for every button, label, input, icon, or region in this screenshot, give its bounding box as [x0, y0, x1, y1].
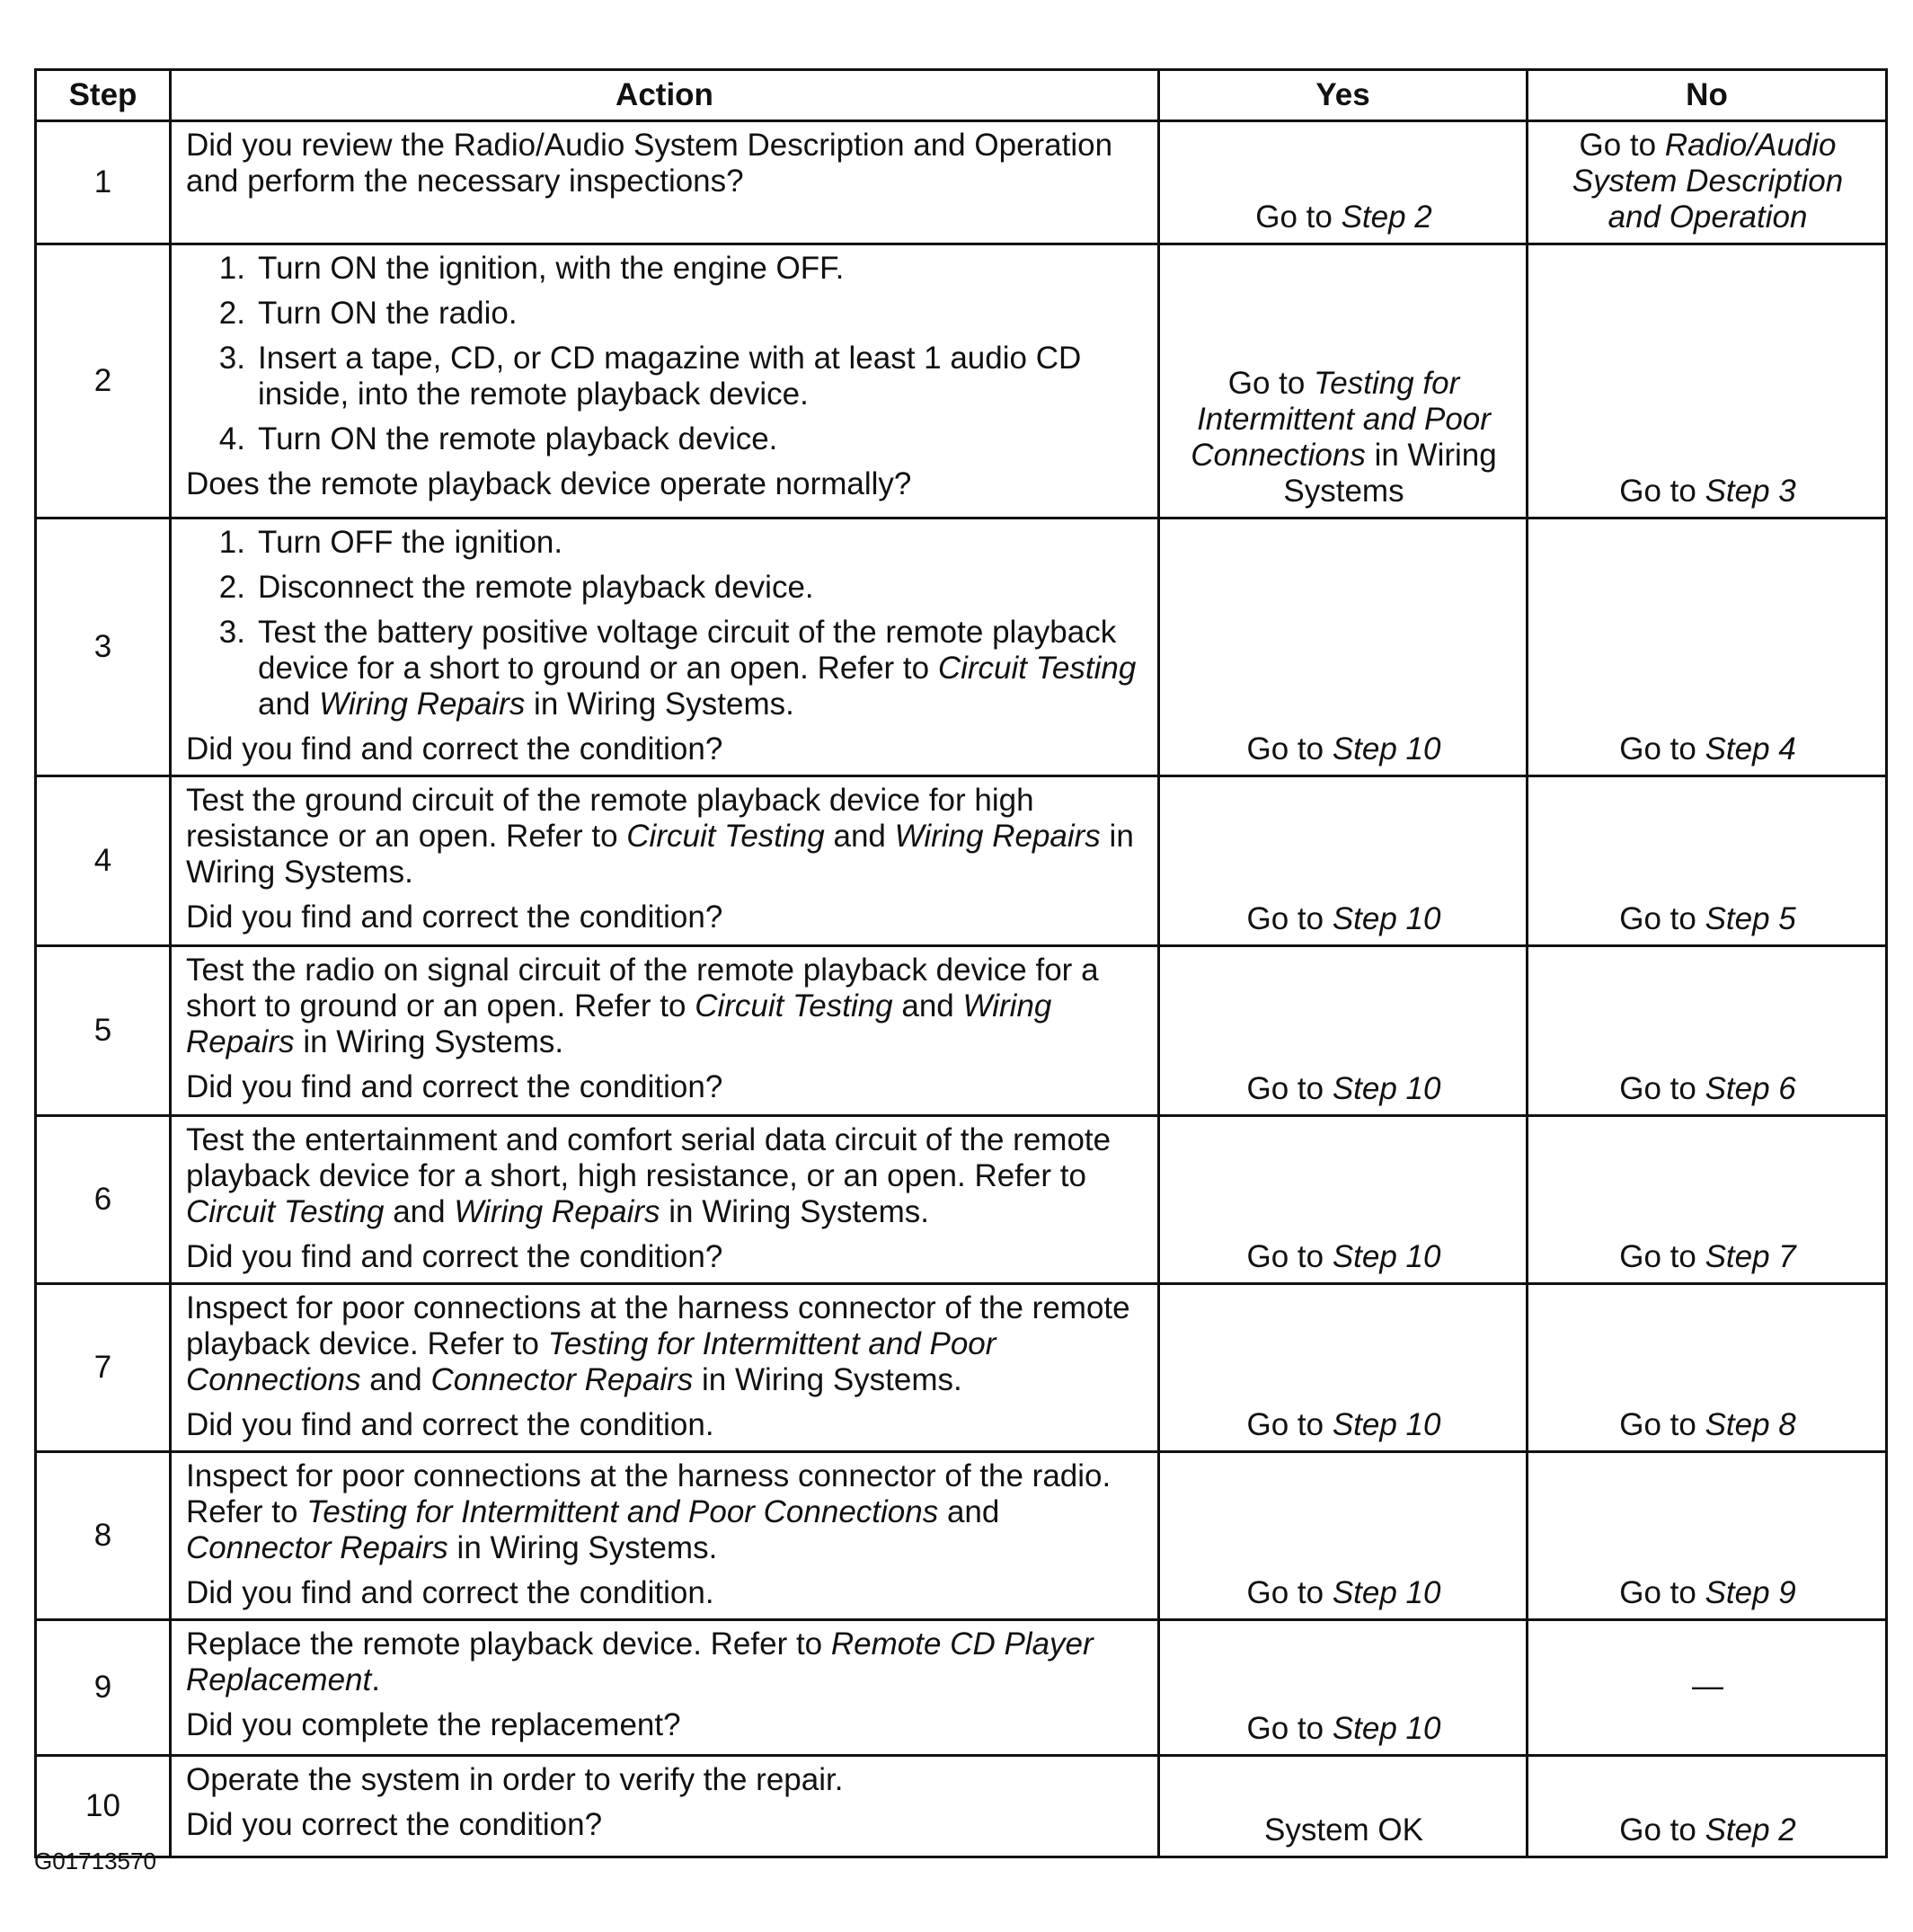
- action-cell: [171, 121, 1159, 244]
- no-prefix: Go to: [1579, 128, 1665, 163]
- yes-cell: [1159, 1756, 1528, 1857]
- no-prefix: Go to: [1619, 1071, 1705, 1106]
- action-text-part: and: [892, 988, 963, 1024]
- list-item-number: 4.: [218, 421, 245, 456]
- yes-link[interactable]: Step 10: [1332, 1711, 1441, 1746]
- no-prefix: Go to: [1619, 901, 1705, 936]
- yes-prefix: Go to: [1246, 1711, 1333, 1746]
- list-item: [186, 570, 1145, 606]
- yes-cell: [1159, 121, 1528, 244]
- yes-prefix: Go to: [1246, 1575, 1333, 1610]
- no-cell: [1528, 518, 1887, 776]
- yes-link[interactable]: Step 10: [1332, 1575, 1441, 1610]
- table-row: [36, 1116, 1887, 1284]
- action-text: [186, 783, 1145, 891]
- list-item-number: 3.: [218, 341, 245, 376]
- action-cell: [171, 518, 1159, 776]
- no-cell: [1528, 1452, 1887, 1620]
- action-cell: [171, 776, 1159, 946]
- yes-link[interactable]: Step 10: [1332, 1071, 1441, 1106]
- no-prefix: Go to: [1619, 1812, 1705, 1848]
- yes-cell: [1159, 244, 1528, 518]
- action-question: Did you find and correct the condition?: [186, 731, 723, 767]
- action-cell: [171, 1116, 1159, 1284]
- yes-link[interactable]: Step 10: [1332, 731, 1441, 767]
- action-text-part: in Wiring Systems.: [660, 1194, 930, 1229]
- list-item-text: Disconnect the remote playback device.: [258, 570, 814, 605]
- yes-prefix: Go to: [1246, 1239, 1333, 1274]
- action-text-part: in Wiring Systems.: [693, 1362, 962, 1397]
- yes-link[interactable]: Step 10: [1332, 901, 1441, 936]
- list-item-number: 3.: [218, 615, 245, 650]
- no-cell: [1528, 1756, 1887, 1857]
- no-link[interactable]: Step 3: [1705, 474, 1796, 509]
- table-row: [36, 776, 1887, 946]
- header-step: Step: [36, 70, 171, 121]
- action-cell: [171, 1620, 1159, 1756]
- table-row: [36, 1452, 1887, 1620]
- action-text: [186, 1122, 1145, 1230]
- action-text-part: .: [371, 1662, 380, 1697]
- action-question: Did you correct the condition?: [186, 1807, 603, 1842]
- action-text-part: and: [824, 819, 895, 854]
- step-number: 5: [36, 946, 171, 1116]
- step-number: 8: [36, 1452, 171, 1620]
- yes-prefix: Go to: [1227, 366, 1315, 401]
- list-item-text: Turn ON the remote playback device.: [258, 421, 778, 456]
- list-item: [186, 296, 1145, 332]
- action-text-part: in Wiring Systems.: [447, 1530, 718, 1565]
- list-item-number: 1.: [218, 525, 245, 560]
- step-number: 2: [36, 244, 171, 518]
- action-text-part: in Wiring Systems.: [294, 1024, 564, 1059]
- no-cell: [1528, 776, 1887, 946]
- no-cell: [1528, 1620, 1887, 1756]
- action-cell: [171, 1452, 1159, 1620]
- no-prefix: Go to: [1619, 1575, 1705, 1610]
- action-text-part: Test the ground circuit of the remote playback device for high resistance or an open. Refer to: [186, 783, 1034, 854]
- step-number: 6: [36, 1116, 171, 1284]
- reference-link[interactable]: Circuit Testing: [626, 819, 825, 854]
- reference-link[interactable]: Remote CD Player Replacement: [186, 1626, 1094, 1697]
- table-row: [36, 1756, 1887, 1857]
- action-question: Did you find and correct the condition?: [186, 1239, 723, 1274]
- reference-link[interactable]: Connector Repairs: [430, 1362, 694, 1397]
- no-cell: [1528, 946, 1887, 1116]
- action-question: Does the remote playback device operate normally?: [186, 466, 912, 501]
- header-action: Action: [171, 70, 1159, 121]
- no-link[interactable]: Step 9: [1705, 1575, 1796, 1610]
- step-number: 9: [36, 1620, 171, 1756]
- yes-link[interactable]: Testing for Intermittent and Poor Connections: [1191, 366, 1491, 473]
- table-header-row: [36, 70, 1887, 121]
- reference-link[interactable]: Wiring Repairs: [319, 687, 526, 722]
- yes-prefix: Go to: [1246, 901, 1333, 936]
- action-cell: [171, 946, 1159, 1116]
- yes-cell: [1159, 776, 1528, 946]
- no-cell: [1528, 121, 1887, 244]
- no-prefix: Go to: [1619, 1407, 1705, 1442]
- yes-prefix: Go to: [1246, 1071, 1333, 1106]
- action-cell: [171, 1284, 1159, 1452]
- yes-result: System OK: [1264, 1812, 1423, 1848]
- action-text: [186, 1290, 1145, 1398]
- list-item-text: in Wiring Systems.: [525, 687, 794, 722]
- no-link[interactable]: Step 5: [1705, 901, 1796, 936]
- no-prefix: Go to: [1619, 1239, 1705, 1274]
- yes-link[interactable]: Step 10: [1332, 1407, 1441, 1442]
- action-text-part: Replace the remote playback device. Refer to: [186, 1626, 831, 1662]
- no-link[interactable]: Step 7: [1705, 1239, 1796, 1274]
- yes-cell: [1159, 1284, 1528, 1452]
- yes-prefix: Go to: [1246, 1407, 1333, 1442]
- reference-link[interactable]: Circuit Testing: [695, 988, 893, 1024]
- action-steps-list: [186, 525, 1145, 722]
- diagnostic-table: [34, 68, 1888, 1858]
- action-text-part: in Wiring Systems.: [186, 819, 1134, 890]
- action-cell: [171, 1756, 1159, 1857]
- table-row: [36, 1620, 1887, 1756]
- reference-link[interactable]: Circuit Testing: [186, 1194, 385, 1229]
- list-item-text: Turn OFF the ignition.: [258, 525, 563, 560]
- list-item-number: 2.: [218, 570, 245, 605]
- no-link[interactable]: Step 2: [1705, 1812, 1796, 1848]
- no-prefix: Go to: [1619, 731, 1705, 767]
- action-text-part: and: [360, 1362, 431, 1397]
- yes-cell: [1159, 1620, 1528, 1756]
- header-yes: Yes: [1159, 70, 1528, 121]
- yes-prefix: Go to: [1246, 731, 1333, 767]
- reference-link[interactable]: Wiring Repairs: [186, 988, 1052, 1059]
- yes-cell: [1159, 1116, 1528, 1284]
- reference-link[interactable]: Wiring Repairs: [894, 819, 1101, 854]
- list-item-text: Turn ON the radio.: [258, 296, 518, 331]
- no-dash: —: [1692, 1669, 1723, 1704]
- step-number: 10: [36, 1756, 171, 1857]
- table-row: [36, 121, 1887, 244]
- reference-link[interactable]: Wiring Repairs: [454, 1194, 660, 1229]
- yes-link[interactable]: Step 10: [1332, 1239, 1441, 1274]
- action-text-part: Test the radio on signal circuit of the remote playback device for a short to ground or an open. Refer to: [186, 953, 1099, 1024]
- reference-link[interactable]: Testing for Intermittent and Poor Connections: [186, 1326, 996, 1397]
- no-cell: [1528, 1284, 1887, 1452]
- action-question: Did you find and correct the condition?: [186, 900, 723, 935]
- yes-cell: [1159, 518, 1528, 776]
- action-steps-list: [186, 251, 1145, 457]
- list-item: [186, 251, 1145, 287]
- action-question: Did you find and correct the condition.: [186, 1575, 714, 1610]
- header-no: No: [1528, 70, 1887, 121]
- list-item-text: Insert a tape, CD, or CD magazine with at least 1 audio CD inside, into the remote playback device.: [258, 341, 1082, 412]
- list-item: [186, 421, 1145, 457]
- action-cell: [171, 244, 1159, 518]
- step-number: 3: [36, 518, 171, 776]
- action-text: Operate the system in order to verify the repair.: [186, 1762, 844, 1797]
- figure-id: G01713570: [34, 1848, 156, 1874]
- yes-link[interactable]: Step 2: [1341, 199, 1432, 235]
- action-question: Did you find and correct the condition.: [186, 1407, 714, 1442]
- no-link[interactable]: Step 4: [1705, 731, 1796, 767]
- table-row: [36, 244, 1887, 518]
- no-link[interactable]: Radio/Audio System Description and Operation: [1572, 128, 1844, 235]
- action-question: Did you complete the replacement?: [186, 1707, 681, 1742]
- reference-link[interactable]: Testing for Intermittent and Poor Connections: [306, 1494, 939, 1529]
- no-cell: [1528, 1116, 1887, 1284]
- action-text: Did you review the Radio/Audio System Description and Operation and perform the necessary inspections?: [186, 128, 1113, 199]
- table-row: [36, 1284, 1887, 1452]
- action-text: [186, 1458, 1145, 1566]
- no-prefix: Go to: [1619, 474, 1705, 509]
- list-item-text: Test the battery positive voltage circuit of the remote playback device for a short to ground or an open. Refer to: [258, 615, 1117, 686]
- action-text-part: Inspect for poor connections at the harness connector of the radio. Refer to: [186, 1458, 1111, 1529]
- yes-cell: [1159, 946, 1528, 1116]
- action-text: [186, 1626, 1145, 1698]
- step-number: 7: [36, 1284, 171, 1452]
- action-text-part: and: [384, 1194, 455, 1229]
- yes-suffix: in Wiring Systems: [1283, 438, 1497, 509]
- no-link[interactable]: Step 8: [1705, 1407, 1796, 1442]
- reference-link[interactable]: Circuit Testing: [937, 651, 1137, 686]
- table-row: [36, 518, 1887, 776]
- list-item-text: and: [258, 687, 320, 722]
- no-cell: [1528, 244, 1887, 518]
- list-item-number: 1.: [218, 251, 245, 286]
- no-link[interactable]: Step 6: [1705, 1071, 1796, 1106]
- list-item: [186, 615, 1145, 722]
- list-item: [186, 525, 1145, 561]
- list-item-text: Turn ON the ignition, with the engine OFF.: [258, 251, 845, 286]
- list-item: [186, 341, 1145, 412]
- action-text-part: and: [938, 1494, 1000, 1529]
- step-number: 1: [36, 121, 171, 244]
- action-question: Did you find and correct the condition?: [186, 1069, 723, 1104]
- list-item-number: 2.: [218, 296, 245, 331]
- action-text: [186, 953, 1145, 1060]
- yes-cell: [1159, 1452, 1528, 1620]
- step-number: 4: [36, 776, 171, 946]
- yes-prefix: Go to: [1255, 199, 1342, 235]
- action-text-part: Test the entertainment and comfort serial data circuit of the remote playback device for a short, high resistance, or an open. Refer to: [186, 1122, 1111, 1193]
- table-row: [36, 946, 1887, 1116]
- reference-link[interactable]: Connector Repairs: [186, 1530, 448, 1565]
- action-text-part: Inspect for poor connections at the harness connector of the remote playback device. Refer to: [186, 1290, 1130, 1361]
